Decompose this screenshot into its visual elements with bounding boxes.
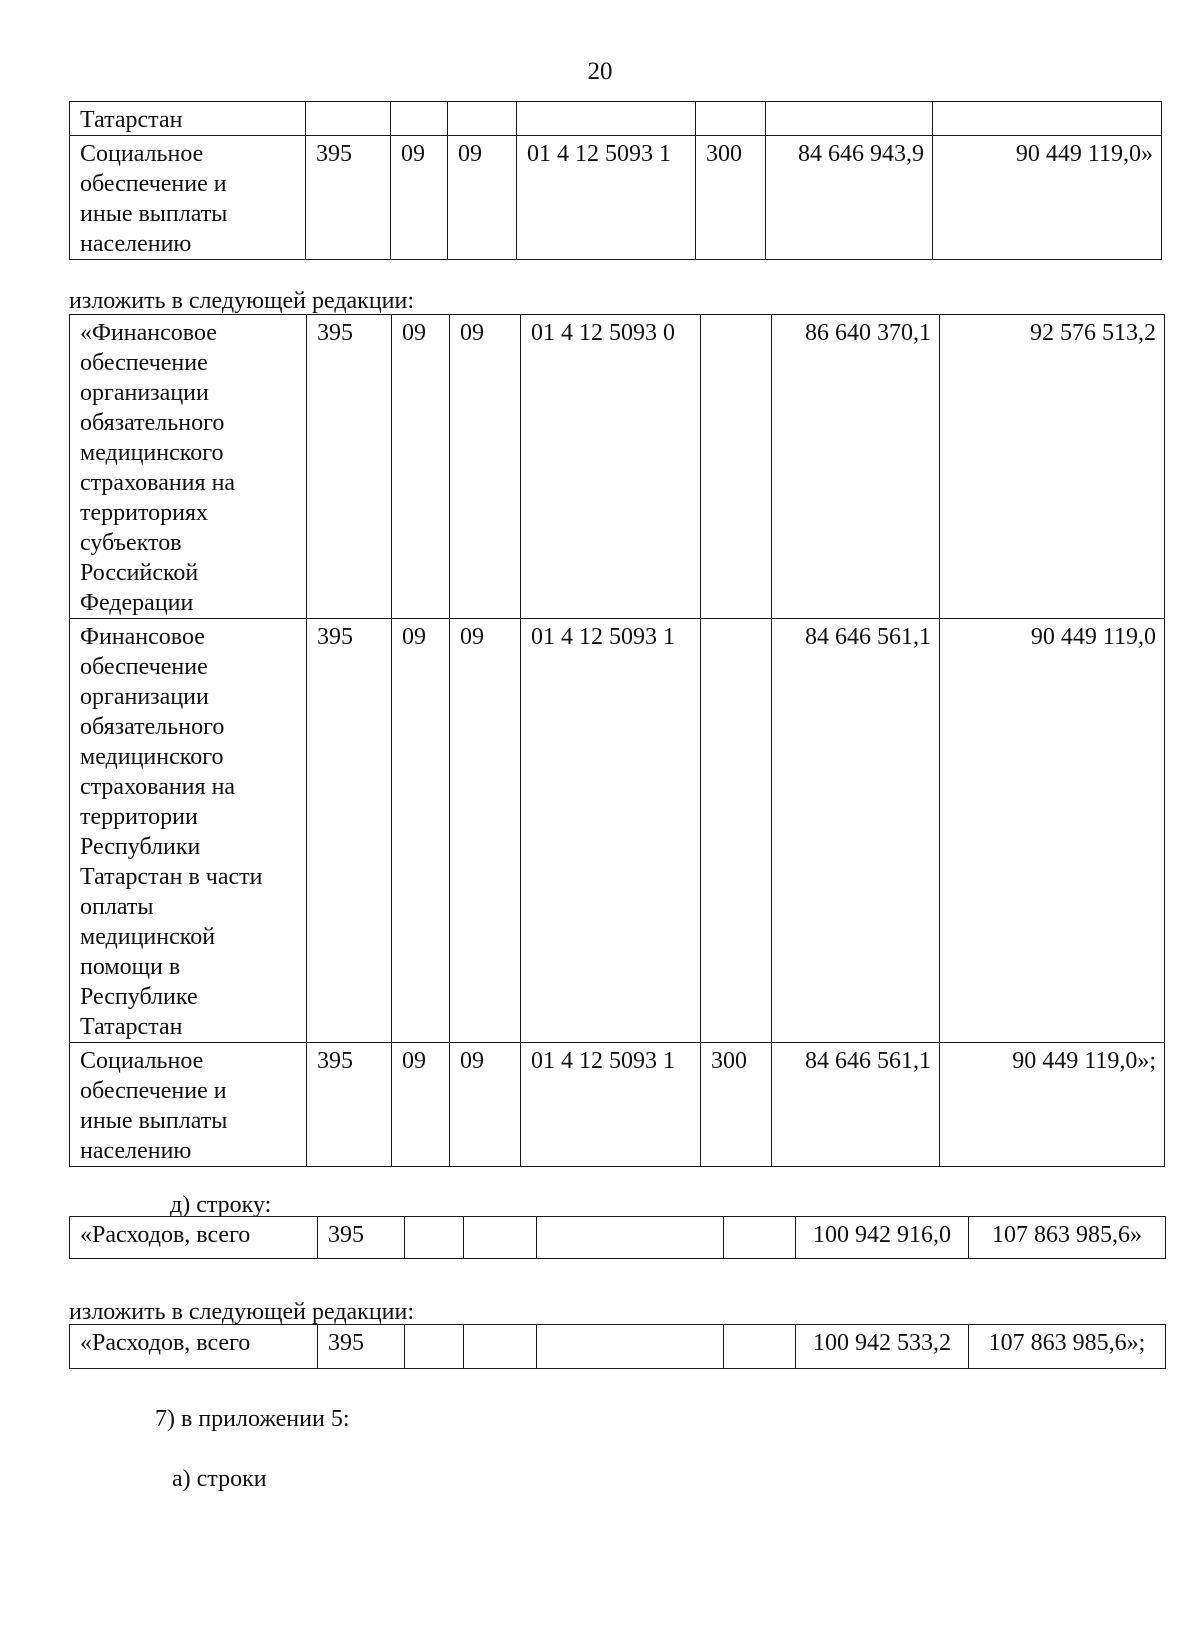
expense-type-cell (701, 619, 772, 1043)
grbs-cell (306, 102, 391, 136)
total-expenses-table-revised (69, 1324, 1166, 1369)
table-row (70, 619, 1165, 1043)
item-d-text: д) строку: (170, 1192, 272, 1218)
page-number: 20 (587, 58, 613, 85)
expense-type-cell (701, 315, 772, 619)
amount-year1-cell: 84 646 561,1 (772, 619, 940, 1043)
expense-type-cell: 300 (696, 136, 766, 260)
grbs-cell: 395 (318, 1325, 405, 1369)
amount-year1-cell: 84 646 943,9 (766, 136, 933, 260)
subsection-cell (464, 1217, 537, 1259)
grbs-cell: 395 (307, 1043, 392, 1167)
grbs-cell: 395 (306, 136, 391, 260)
row-name-cell: «Расходов, всего (70, 1325, 318, 1369)
row-name-cell: Социальное обеспечение и иные выплаты населению (70, 1043, 307, 1167)
amount-year1-cell (766, 102, 933, 136)
target-article-cell: 01 4 12 5093 1 (521, 619, 701, 1043)
target-article-cell (537, 1325, 724, 1369)
row-name-cell: «Финансовое обеспечение организации обязательного медицинского страхования на территориях субъектов Российской Федерации (70, 315, 307, 619)
edit-instruction-text: изложить в следующей редакции: (69, 1299, 415, 1325)
subsection-cell: 09 (450, 1043, 521, 1167)
item-a-text: а) строки (172, 1466, 267, 1492)
amount-year2-cell (933, 102, 1162, 136)
amount-year2-cell: 90 449 119,0»; (940, 1043, 1165, 1167)
subsection-cell: 09 (448, 136, 517, 260)
amount-year1-cell: 86 640 370,1 (772, 315, 940, 619)
table-row (70, 1325, 1166, 1369)
section-cell (405, 1325, 464, 1369)
section-cell: 09 (392, 315, 450, 619)
grbs-cell: 395 (307, 315, 392, 619)
table-row (70, 102, 1162, 136)
budget-table-original (69, 101, 1162, 260)
item-7-text: 7) в приложении 5: (155, 1406, 350, 1432)
amount-year2-cell: 107 863 985,6» (969, 1217, 1166, 1259)
table-row (70, 1217, 1166, 1259)
amount-year2-cell: 90 449 119,0» (933, 136, 1162, 260)
table-row (70, 1043, 1165, 1167)
subsection-cell: 09 (450, 619, 521, 1043)
total-expenses-table-original (69, 1216, 1166, 1259)
amount-year1-cell: 100 942 533,2 (796, 1325, 969, 1369)
expense-type-cell: 300 (701, 1043, 772, 1167)
subsection-cell (448, 102, 517, 136)
row-name-cell: Социальное обеспечение и иные выплаты населению (70, 136, 306, 260)
target-article-cell (537, 1217, 724, 1259)
target-article-cell: 01 4 12 5093 1 (517, 136, 696, 260)
row-name-cell: Татарстан (70, 102, 306, 136)
table-row (70, 136, 1162, 260)
target-article-cell: 01 4 12 5093 1 (521, 1043, 701, 1167)
edit-instruction-text: изложить в следующей редакции: (69, 288, 415, 314)
amount-year1-cell: 84 646 561,1 (772, 1043, 940, 1167)
table-row (70, 315, 1165, 619)
section-cell: 09 (392, 1043, 450, 1167)
amount-year2-cell: 90 449 119,0 (940, 619, 1165, 1043)
budget-table-revised (69, 314, 1165, 1167)
expense-type-cell (724, 1217, 796, 1259)
section-cell (391, 102, 448, 136)
expense-type-cell (724, 1325, 796, 1369)
row-name-cell: «Расходов, всего (70, 1217, 318, 1259)
grbs-cell: 395 (318, 1217, 405, 1259)
grbs-cell: 395 (307, 619, 392, 1043)
subsection-cell (464, 1325, 537, 1369)
amount-year1-cell: 100 942 916,0 (796, 1217, 969, 1259)
row-name-cell: Финансовое обеспечение организации обязательного медицинского страхования на территории Республики Татарстан в части оплаты медицинской помощи в Республике Татарстан (70, 619, 307, 1043)
subsection-cell: 09 (450, 315, 521, 619)
section-cell (405, 1217, 464, 1259)
section-cell: 09 (391, 136, 448, 260)
expense-type-cell (696, 102, 766, 136)
section-cell: 09 (392, 619, 450, 1043)
amount-year2-cell: 92 576 513,2 (940, 315, 1165, 619)
target-article-cell: 01 4 12 5093 0 (521, 315, 701, 619)
amount-year2-cell: 107 863 985,6»; (969, 1325, 1166, 1369)
target-article-cell (517, 102, 696, 136)
